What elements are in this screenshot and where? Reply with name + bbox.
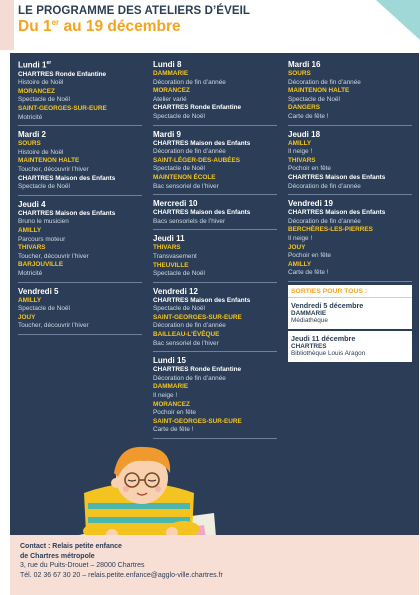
schedule-entry xyxy=(18,175,142,192)
entry-activity: Spectacle de Noël xyxy=(153,165,205,173)
day-title xyxy=(288,130,412,139)
entry-activity: Carte de fête ! xyxy=(153,426,194,434)
entry-activity: Motricité xyxy=(18,269,43,277)
day-title xyxy=(18,130,142,139)
entry-activity: Pochoir en fête xyxy=(288,165,331,173)
entry-location: MAINTENON HALTE xyxy=(18,157,80,165)
day-title xyxy=(153,356,277,365)
entry-activity: Spectacle de Noël xyxy=(18,183,70,191)
day-title xyxy=(18,287,142,296)
schedule-entry xyxy=(18,105,142,122)
day-title-text: Lundi 1 xyxy=(18,60,47,70)
day-block xyxy=(153,198,277,230)
entry-location: THEUVILLE xyxy=(153,261,189,269)
schedule-entry xyxy=(288,104,412,121)
entry-activity: Carte de fête ! xyxy=(288,112,329,120)
schedule-entry xyxy=(153,383,277,400)
day-title xyxy=(288,199,412,208)
contact-title: Contact : Relais petite enfance xyxy=(20,543,122,550)
entry-location: SOURS xyxy=(18,140,41,148)
day-title-text: Jeudi 4 xyxy=(18,199,46,209)
schedule-entry xyxy=(288,140,412,157)
entry-location: CHARTRES Ronde Enfantine xyxy=(153,104,242,112)
schedule-entry xyxy=(18,88,142,105)
sortie-item xyxy=(288,331,412,364)
entry-location: THIVARS xyxy=(18,244,46,252)
day-title-text: Lundi 8 xyxy=(153,60,182,69)
schedule-entry xyxy=(18,244,142,261)
schedule-entry xyxy=(153,87,277,104)
schedule-entry xyxy=(18,261,142,278)
entry-location: CHARTRES Maison des Enfants xyxy=(288,209,386,217)
day-title-text: Mardi 9 xyxy=(153,129,182,139)
page-subtitle xyxy=(18,18,398,36)
day-block xyxy=(288,198,412,282)
entry-activity: Histoire de Noël xyxy=(18,148,64,156)
schedule-entry xyxy=(288,157,412,174)
schedule-column-1 xyxy=(18,59,142,338)
entry-activity: Spectacle de Noël xyxy=(18,305,70,313)
sortie-item xyxy=(288,298,412,331)
contact-phone-email[interactable]: Tél. 02 36 67 30 20 – relais.petite.enfance@agglo-ville.chartres.fr xyxy=(20,571,223,579)
schedule-entry xyxy=(288,70,412,87)
entry-location: BAILLEAU-L’ÉVÊQUE xyxy=(153,331,220,339)
entry-location: SAINT-LÉGER-DES-AUBÉES xyxy=(153,156,240,164)
entry-activity: Carte de fête ! xyxy=(288,269,329,277)
subtitle-sup: er xyxy=(51,18,60,27)
column-3-days xyxy=(288,59,412,282)
entry-activity: Spectacle de Noël xyxy=(18,96,70,104)
entry-location: JOUY xyxy=(18,313,36,321)
sorties-box xyxy=(288,285,412,364)
entry-activity: Bac sensoriel de l’hiver xyxy=(153,339,219,347)
entry-activity: Décoration de fin d’année xyxy=(288,182,361,190)
entry-location: CHARTRES Ronde Enfantine xyxy=(18,70,107,78)
day-block xyxy=(18,59,142,126)
entry-location: MORANCEZ xyxy=(18,87,55,95)
schedule-entry xyxy=(153,157,277,174)
day-block xyxy=(288,59,412,126)
entry-activity: Décoration de fin d’année xyxy=(153,374,226,382)
day-title-text: Mardi 2 xyxy=(18,130,47,140)
entry-location: DANGERS xyxy=(288,104,320,112)
entry-activity: Spectacle de Noël xyxy=(153,112,205,120)
schedule-entry xyxy=(288,174,412,191)
day-title-text: Jeudi 18 xyxy=(288,129,321,139)
entry-activity: Il neige ! xyxy=(288,148,313,156)
entry-activity: Histoire de Noël xyxy=(18,79,64,87)
entry-location: MORANCEZ xyxy=(153,87,190,95)
day-title xyxy=(153,287,277,296)
contact-address: 3, rue du Puits-Drouet – 28000 Chartres xyxy=(20,562,145,570)
schedule-entry xyxy=(153,209,277,226)
contact-footer xyxy=(10,535,419,595)
day-title-text: Vendredi 12 xyxy=(153,286,198,296)
day-block xyxy=(18,286,142,335)
schedule-entry xyxy=(18,227,142,244)
contact-info xyxy=(20,542,223,580)
entry-location: SAINT-GEORGES-SUR-EURE xyxy=(18,105,107,113)
entry-location: DAMMARIE xyxy=(153,383,189,391)
day-title xyxy=(18,200,142,209)
day-title-text: Jeudi 11 xyxy=(153,234,185,244)
entry-location: CHARTRES Ronde Enfantine xyxy=(153,366,242,374)
entry-activity: Il neige ! xyxy=(288,234,313,242)
day-title xyxy=(153,234,277,243)
schedule-entry xyxy=(153,366,277,383)
entry-location: JOUY xyxy=(288,243,306,251)
day-title-text: Vendredi 19 xyxy=(288,199,333,209)
entry-activity: Bac sensoriel de l’hiver xyxy=(153,182,219,190)
entry-activity: Il neige ! xyxy=(153,392,178,400)
entry-location: MAINTENON ÉCOLE xyxy=(153,173,216,181)
entry-location: SAINT-GEORGES-SUR-EURE xyxy=(153,313,242,321)
entry-location: BERCHÈRES-LES-PIERRES xyxy=(288,226,373,234)
day-title-sup: er xyxy=(46,60,52,66)
entry-location: THIVARS xyxy=(153,244,181,252)
subtitle-start: Du 1 xyxy=(18,18,52,36)
entry-activity: Spectacle de Noël xyxy=(288,95,340,103)
entry-location: CHARTRES Maison des Enfants xyxy=(153,139,251,147)
entry-activity: Décoration de fin d’année xyxy=(153,322,226,330)
entry-activity: Décoration de fin d’année xyxy=(288,78,361,86)
entry-activity: Toucher, découvrir l’hiver xyxy=(18,252,89,260)
schedule-entry xyxy=(153,314,277,331)
schedule-column-2 xyxy=(153,59,277,442)
entry-location: SAINT-GEORGES-SUR-EURE xyxy=(153,417,242,425)
entry-location: CHARTRES Maison des Enfants xyxy=(153,296,251,304)
schedule-entry xyxy=(288,244,412,261)
entry-activity: Pochoir en fête xyxy=(153,409,196,417)
entry-activity: Bruno le musicien xyxy=(18,218,69,226)
entry-activity: Bacs sensoriels de l’hiver xyxy=(153,217,226,225)
entry-location: MAINTENON HALTE xyxy=(288,87,350,95)
schedule-entry xyxy=(288,87,412,104)
entry-activity: Décoration de fin d’année xyxy=(153,148,226,156)
day-block xyxy=(288,129,412,196)
entry-location: AMILLY xyxy=(18,226,42,234)
entry-activity: Spectacle de Noël xyxy=(153,305,205,313)
entry-activity: Toucher, découvrir l’hiver xyxy=(18,166,89,173)
sortie-date: Jeudi 11 décembre xyxy=(291,333,356,343)
entry-activity: Pochoir en fête xyxy=(288,252,331,260)
day-title-text: Mercredi 10 xyxy=(153,199,198,209)
entry-activity: Décoration de fin d’année xyxy=(288,217,361,225)
day-title xyxy=(153,130,277,139)
day-title xyxy=(288,60,412,69)
entry-location: CHARTRES Maison des Enfants xyxy=(288,173,386,181)
entry-location: CHARTRES Maison des Enfants xyxy=(153,209,251,217)
day-block xyxy=(18,129,142,196)
entry-location: AMILLY xyxy=(288,260,312,268)
entry-activity: Parcours moteur xyxy=(18,235,66,243)
sortie-activity: Médiathèque xyxy=(291,316,328,324)
sorties-heading: SORTIES POUR TOUS : xyxy=(288,285,412,298)
entry-location: BARJOUVILLE xyxy=(18,261,64,269)
schedule-entry xyxy=(153,174,277,191)
entry-location: CHARTRES Maison des Enfants xyxy=(18,174,116,182)
subtitle-end: au 19 décembre xyxy=(59,18,181,36)
day-block xyxy=(153,59,277,126)
entry-activity: Atelier varié xyxy=(153,95,187,103)
entry-location: SOURS xyxy=(288,70,311,77)
schedule-panel xyxy=(10,53,419,535)
entry-activity: Spectacle de Noël xyxy=(153,270,205,278)
header xyxy=(18,5,398,36)
entry-activity: Transvasement xyxy=(153,252,197,260)
sortie-place: DAMMARIE xyxy=(291,309,327,317)
day-block xyxy=(18,199,142,283)
schedule-entry xyxy=(153,331,277,348)
sortie-place: CHARTRES xyxy=(291,342,327,350)
page-title: LE PROGRAMME DES ATELIERS D’ÉVEIL xyxy=(18,5,251,17)
contact-organisation: de Chartres métropole xyxy=(20,552,95,560)
schedule-entry xyxy=(153,262,277,279)
sortie-activity: Bibliothèque Louis Aragon xyxy=(291,349,366,357)
entry-location: AMILLY xyxy=(288,139,312,147)
corner-decoration-left xyxy=(0,0,14,50)
day-title-text: Vendredi 5 xyxy=(18,286,59,296)
day-title xyxy=(153,60,277,69)
schedule-entry xyxy=(153,104,277,121)
day-block xyxy=(153,286,277,353)
day-title-text: Lundi 15 xyxy=(153,356,186,366)
entry-location: AMILLY xyxy=(18,296,42,304)
entry-activity: Motricité xyxy=(18,113,43,121)
schedule-entry xyxy=(153,297,277,314)
day-block xyxy=(153,129,277,196)
entry-activity: Toucher, découvrir l’hiver xyxy=(18,322,89,330)
schedule-column-3 xyxy=(288,59,412,364)
schedule-entry xyxy=(18,210,142,227)
entry-location: MORANCEZ xyxy=(153,400,190,408)
day-title xyxy=(18,60,142,70)
entry-location: CHARTRES Maison des Enfants xyxy=(18,209,116,217)
entry-location: DAMMARIE xyxy=(153,70,189,77)
entry-location: THIVARS xyxy=(288,156,316,164)
schedule-entry xyxy=(18,157,142,174)
schedule-entry xyxy=(153,401,277,418)
schedule-entry xyxy=(18,297,142,314)
day-title-text: Mardi 16 xyxy=(288,60,321,69)
schedule-entry xyxy=(153,140,277,157)
schedule-entry xyxy=(18,71,142,88)
schedule-entry xyxy=(288,209,412,226)
schedule-entry xyxy=(18,140,142,157)
entry-activity: Décoration de fin d’année xyxy=(153,78,226,86)
day-block xyxy=(153,355,277,439)
schedule-entry xyxy=(288,226,412,243)
day-block xyxy=(153,233,277,282)
schedule-entry xyxy=(288,261,412,278)
sortie-date: Vendredi 5 décembre xyxy=(291,300,364,310)
schedule-entry xyxy=(153,244,277,261)
schedule-entry xyxy=(153,70,277,87)
day-title xyxy=(153,199,277,208)
schedule-entry xyxy=(18,314,142,331)
